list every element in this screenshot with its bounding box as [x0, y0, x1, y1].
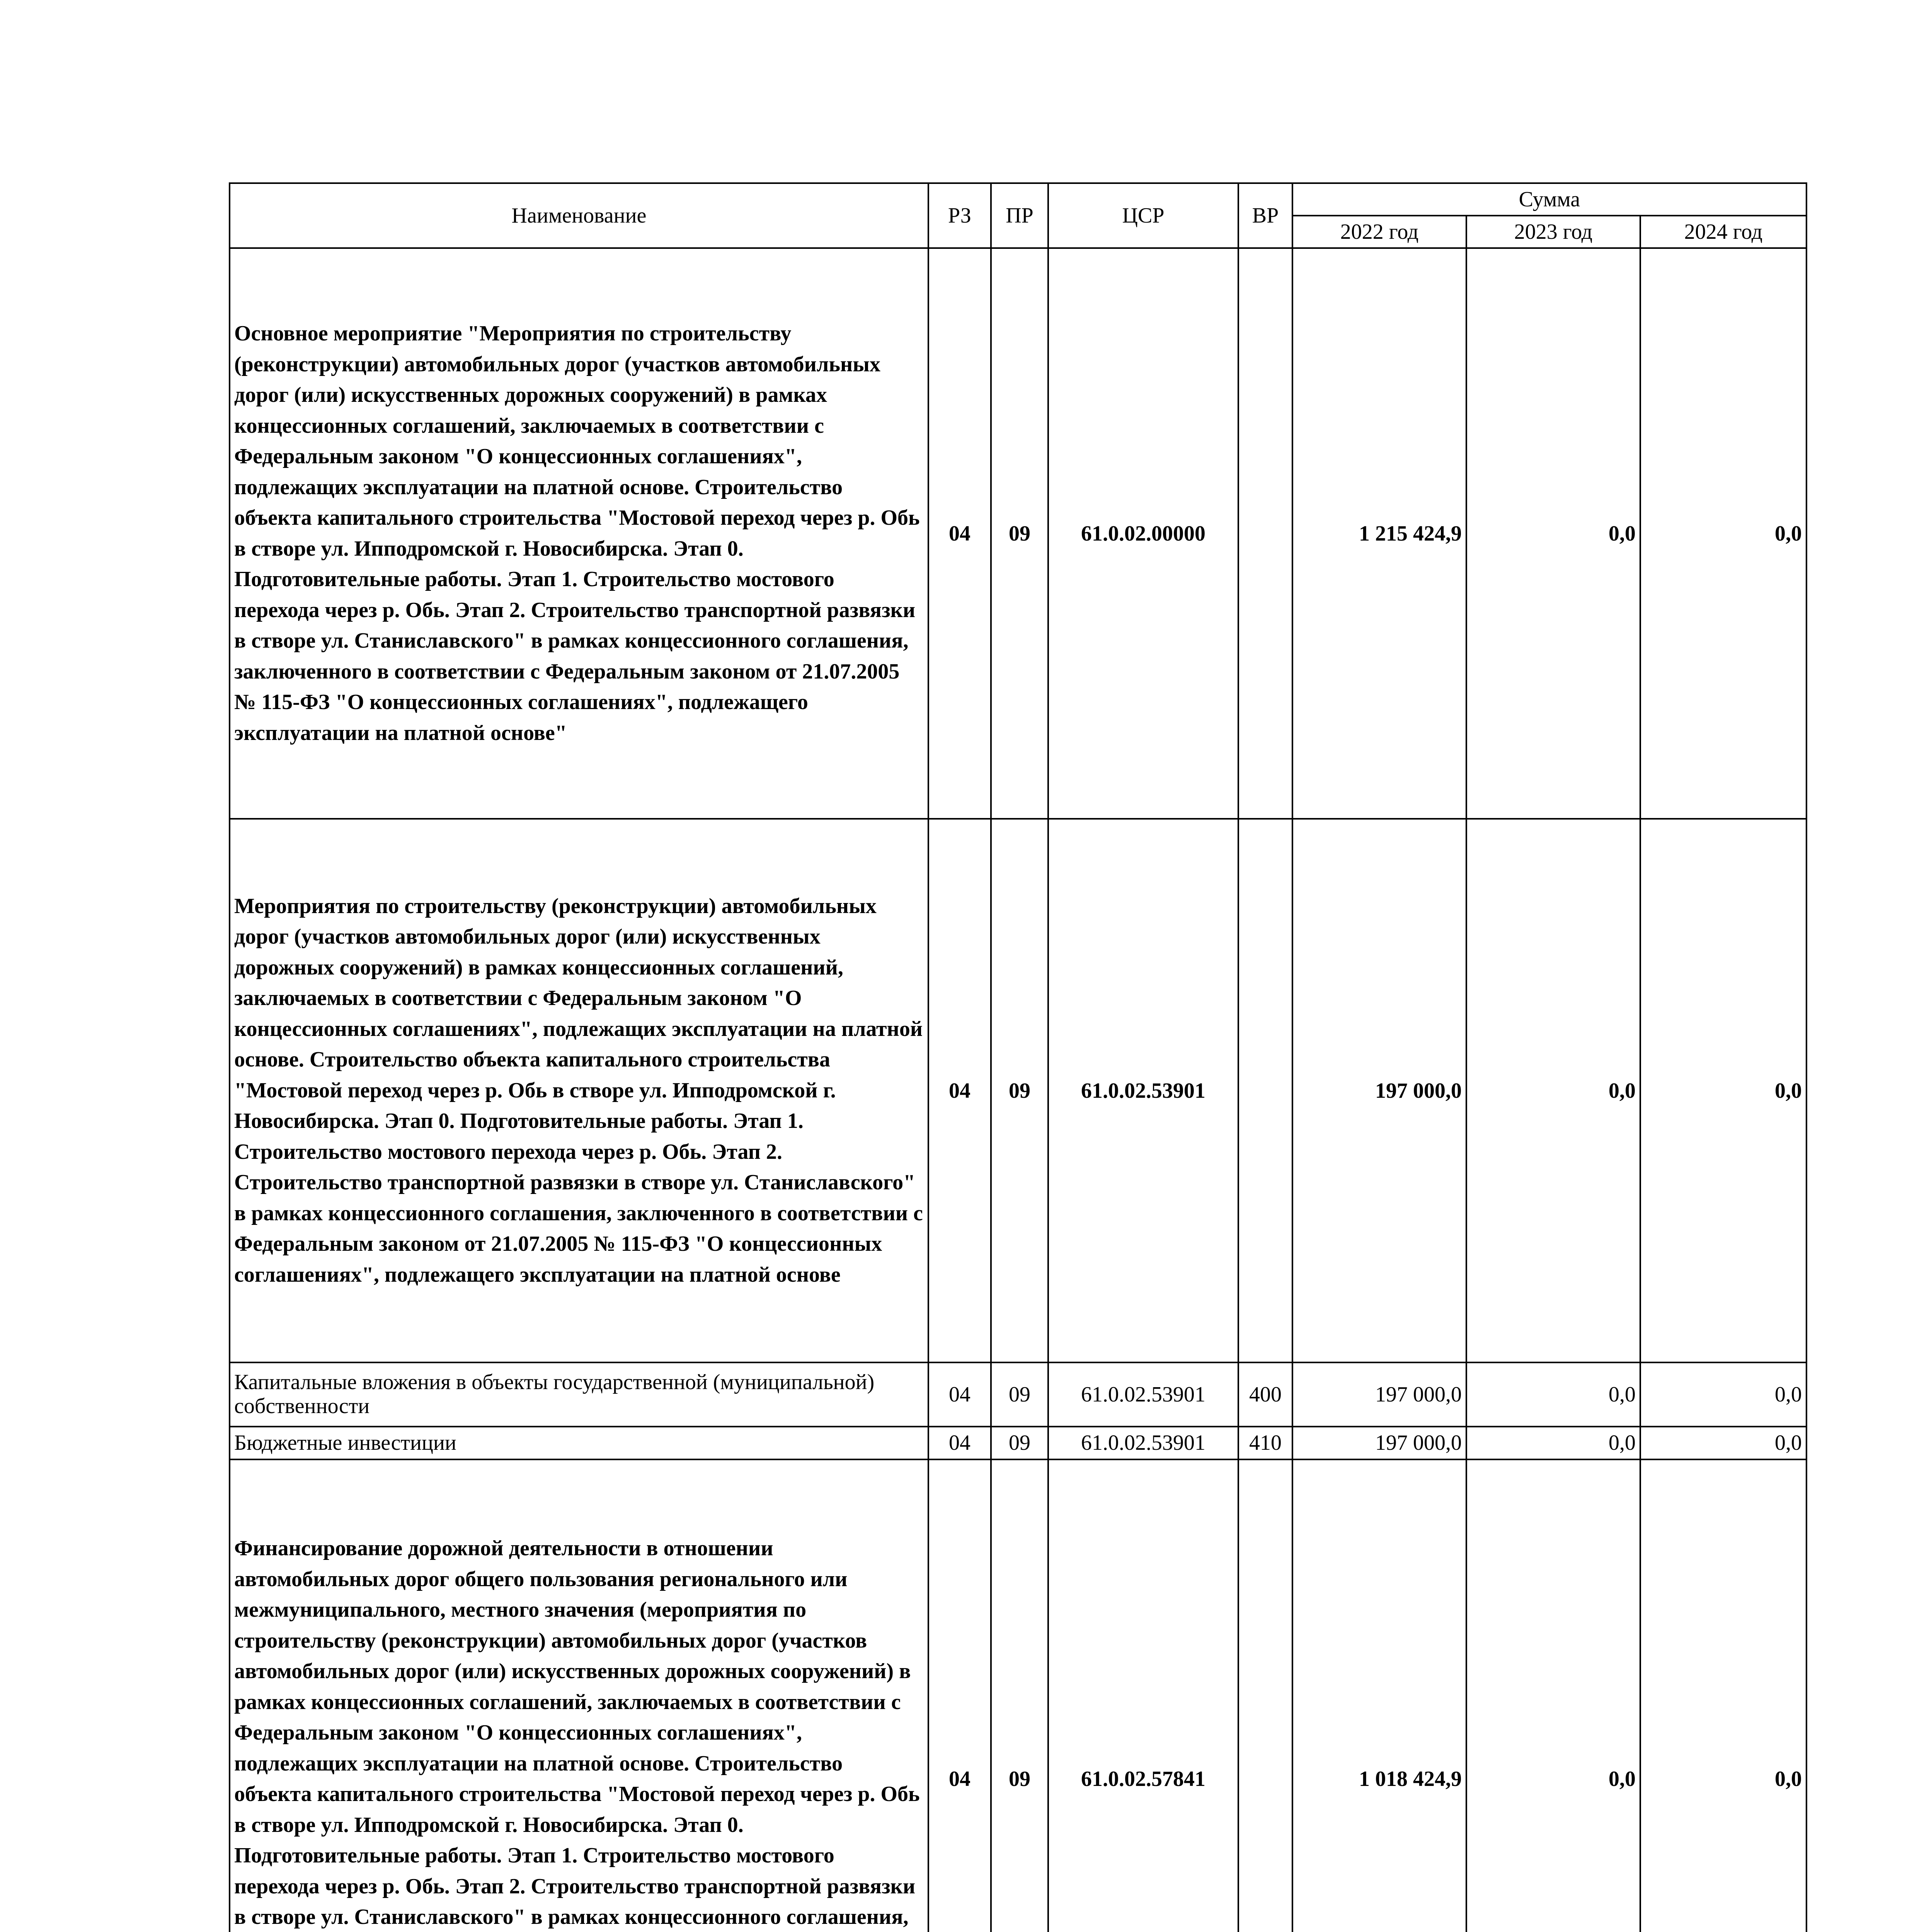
row-csr: 61.0.02.53901	[1048, 1362, 1238, 1427]
row-sum-2024: 0,0	[1640, 819, 1806, 1362]
row-csr: 61.0.02.53901	[1048, 819, 1238, 1362]
row-csr: 61.0.02.00000	[1048, 248, 1238, 819]
header-sum: Сумма	[1292, 183, 1806, 216]
table-row	[230, 1362, 1806, 1427]
row-pr: 09	[991, 248, 1048, 819]
row-rz: 04	[928, 819, 991, 1362]
row-rz: 04	[928, 1459, 991, 1932]
row-csr: 61.0.02.53901	[1048, 1427, 1238, 1459]
row-name: Бюджетные инвестиции	[230, 1427, 928, 1459]
row-sum-2022: 197 000,0	[1292, 819, 1466, 1362]
row-sum-2022: 197 000,0	[1292, 1427, 1466, 1459]
row-vr	[1238, 819, 1292, 1362]
row-vr	[1238, 248, 1292, 819]
row-vr: 400	[1238, 1362, 1292, 1427]
table-row	[230, 248, 1806, 819]
row-name: Капитальные вложения в объекты государственной (муниципальной) собственности	[230, 1362, 928, 1427]
row-rz: 04	[928, 1427, 991, 1459]
row-rz: 04	[928, 1362, 991, 1427]
table-row	[230, 1459, 1806, 1932]
row-sum-2023: 0,0	[1466, 819, 1640, 1362]
row-pr: 09	[991, 1362, 1048, 1427]
header-year-2023: 2023 год	[1466, 216, 1640, 248]
row-sum-2022: 1 215 424,9	[1292, 248, 1466, 819]
row-sum-2022: 1 018 424,9	[1292, 1459, 1466, 1932]
row-name: Основное мероприятие "Мероприятия по строительству (реконструкции) автомобильных дорог (участков автомобильных дорог (или) искусственных дорожных сооружений) в рамках концессионных соглашений, заключаемых в соответствии с Федеральным законом "О концессионных соглашениях", подлежащих эксплуатации на платной основе. Строительство объекта капитального строительства "Мостовой переход через р. Обь в створе ул. Ипподромской г. Новосибирска. Этап 0. Подготовительные работы. Этап 1. Строительство мостового перехода через р. Обь. Этап 2. Строительство транспортной развязки в створе ул. Станиславского" в рамках концессионного соглашения, заключенного в соответствии с Федеральным законом от 21.07.2005 № 115-ФЗ "О концессионных соглашениях", подлежащего эксплуатации на платной основе"	[230, 248, 928, 819]
row-sum-2023: 0,0	[1466, 1459, 1640, 1932]
row-csr: 61.0.02.57841	[1048, 1459, 1238, 1932]
row-sum-2024: 0,0	[1640, 1459, 1806, 1932]
row-vr: 410	[1238, 1427, 1292, 1459]
row-sum-2022: 197 000,0	[1292, 1362, 1466, 1427]
header-year-2024: 2024 год	[1640, 216, 1806, 248]
header-year-2022: 2022 год	[1292, 216, 1466, 248]
row-name: Мероприятия по строительству (реконструкции) автомобильных дорог (участков автомобильных дорог (или) искусственных дорожных сооружений) в рамках концессионных соглашений, заключаемых в соответствии с Федеральным законом "О концессионных соглашениях", подлежащих эксплуатации на платной основе. Строительство объекта капитального строительства "Мостовой переход через р. Обь в створе ул. Ипподромской г. Новосибирска. Этап 0. Подготовительные работы. Этап 1. Строительство мостового перехода через р. Обь. Этап 2. Строительство транспортной развязки в створе ул. Станиславского" в рамках концессионного соглашения, заключенного в соответствии с Федеральным законом от 21.07.2005 № 115-ФЗ "О концессионных соглашениях", подлежащего эксплуатации на платной основе	[230, 819, 928, 1362]
header-pr: ПР	[991, 183, 1048, 248]
header-row-top	[230, 183, 1806, 216]
row-rz: 04	[928, 248, 991, 819]
header-vr: ВР	[1238, 183, 1292, 248]
table-row	[230, 819, 1806, 1362]
row-pr: 09	[991, 1427, 1048, 1459]
row-sum-2023: 0,0	[1466, 1362, 1640, 1427]
row-sum-2023: 0,0	[1466, 248, 1640, 819]
row-sum-2024: 0,0	[1640, 1362, 1806, 1427]
header-csr: ЦСР	[1048, 183, 1238, 248]
row-vr	[1238, 1459, 1292, 1932]
row-sum-2023: 0,0	[1466, 1427, 1640, 1459]
table-row	[230, 1427, 1806, 1459]
header-name: Наименование	[230, 183, 928, 248]
row-sum-2024: 0,0	[1640, 248, 1806, 819]
header-rz: РЗ	[928, 183, 991, 248]
row-pr: 09	[991, 1459, 1048, 1932]
row-pr: 09	[991, 819, 1048, 1362]
row-sum-2024: 0,0	[1640, 1427, 1806, 1459]
row-name: Финансирование дорожной деятельности в отношении автомобильных дорог общего пользования регионального или межмуниципального, местного значения (мероприятия по строительству (реконструкции) автомобильных дорог (участков автомобильных дорог (или) искусственных дорожных сооружений) в рамках концессионных соглашений, заключаемых в соответствии с Федеральным законом "О концессионных соглашениях", подлежащих эксплуатации на платной основе. Строительство объекта капитального строительства "Мостовой переход через р. Обь в створе ул. Ипподромской г. Новосибирска. Этап 0. Подготовительные работы. Этап 1. Строительство мостового перехода через р. Обь. Этап 2. Строительство транспортной развязки в створе ул. Станиславского" в рамках концессионного соглашения,	[230, 1459, 928, 1932]
budget-table	[229, 182, 1807, 1932]
